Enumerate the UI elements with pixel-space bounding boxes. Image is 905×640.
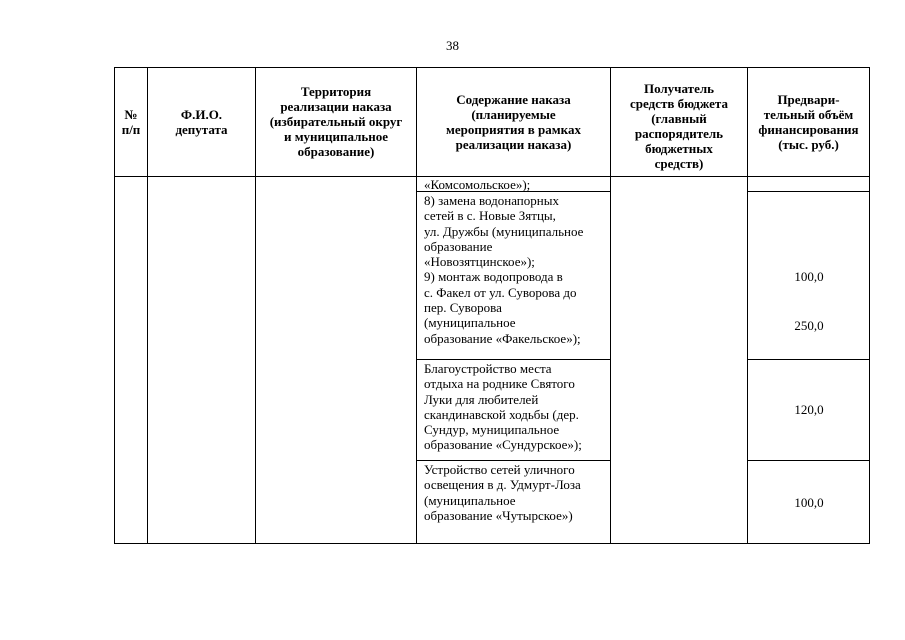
header-deputy-name: Ф.И.О. депутата [175,106,228,137]
header-funding: Предвари- тельный объём финансирования (тыс. руб.) [758,91,859,152]
row-divider [747,460,870,461]
order-content-cell: 8) замена водонапорных сетей в с. Новые Зятцы, ул. Дружбы (муниципальное образование «Новозятцинское»); 9) монтаж водопровода в с. Факел от ул. Суворова до пер. Суворова (муниципальное образование «Факельское»); [424,193,584,346]
orders-table [114,67,870,544]
row-divider [747,191,870,192]
page-number: 38 [446,38,459,53]
row-divider [416,359,611,360]
funding-amount: 100,0 [794,269,824,284]
row-divider [416,460,611,461]
header-budget-recipient: Получатель средств бюджета (главный распорядитель бюджетных средств) [630,80,728,171]
table-border-right [869,67,870,544]
order-content-cell: «Комсомольское»); [424,177,531,192]
order-content-cell: Благоустройство места отдыха на роднике Святого Луки для любителей скандинавской ходьбы (дер. Сундур, муниципальное образование «Сундурское»); [424,361,582,453]
funding-amount: 250,0 [794,318,824,333]
order-content-cell: Устройство сетей уличного освещения в д. Удмурт-Лоза (муниципальное образование «Чутырское») [424,462,581,523]
header-number: № п/п [121,106,141,137]
header-order-content: Содержание наказа (планируемые мероприятия в рамках реализации наказа) [446,91,581,152]
funding-amount: 120,0 [794,402,824,417]
header-territory: Территория реализации наказа (избирательный округ и муниципальное образование) [269,84,403,159]
table-border-bottom [114,543,870,544]
funding-amount: 100,0 [794,495,824,510]
row-divider [747,359,870,360]
